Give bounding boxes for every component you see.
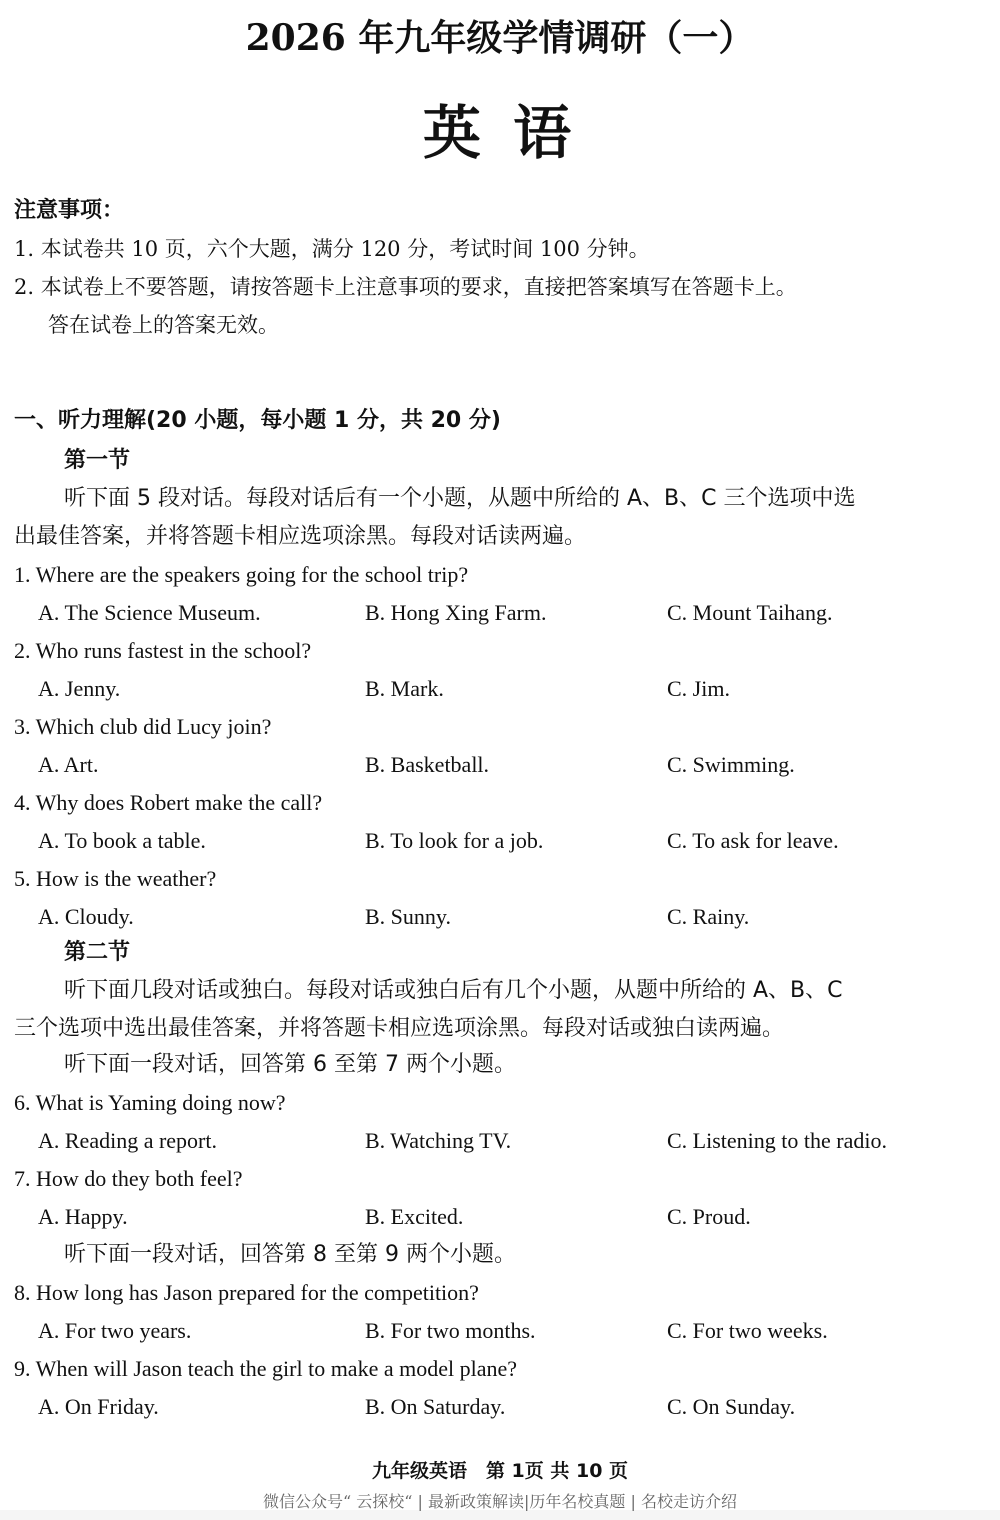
question-3-option-b: B. Basketball. [365,752,490,777]
question-5-option-b: B. Sunny. [365,904,451,929]
question-8-option-c: C. For two weeks. [667,1318,828,1343]
question-3: 3. Which club did Lucy join? [14,714,272,739]
question-9: 9. When will Jason teach the girl to make a model plane? [14,1356,517,1381]
question-6: 6. What is Yaming doing now? [14,1090,286,1115]
question-9-option-c: C. On Sunday. [667,1394,796,1419]
question-4-option-a: A. To book a table. [38,828,206,853]
question-1-option-c: C. Mount Taihang. [667,600,833,625]
question-5-option-a: A. Cloudy. [38,904,134,929]
question-6-option-b: B. Watching TV. [365,1128,512,1153]
question-1-option-a: A. The Science Museum. [38,600,261,625]
question-4-option-c: C. To ask for leave. [667,828,839,853]
question-7-option-c: C. Proud. [667,1204,751,1229]
exam-title: 2026 年九年级学情调研（一） [245,17,755,59]
question-2-option-b: B. Mark. [365,676,444,701]
question-8-option-a: A. For two years. [38,1318,192,1343]
question-3-option-c: C. Swimming. [667,752,795,777]
question-5-option-c: C. Rainy. [667,904,750,929]
question-1-option-b: B. Hong Xing Farm. [365,600,547,625]
watermark-banner: 微信公众号“ 云探校“ | 最新政策解读|历年名校真题 | 名校走访介绍 [263,1492,737,1511]
question-8: 8. How long has Jason prepared for the competition? [14,1280,479,1305]
part-2-heading: 第二节 [64,940,131,965]
question-6-option-c: C. Listening to the radio. [667,1128,887,1153]
question-2: 2. Who runs fastest in the school? [14,638,312,663]
question-7: 7. How do they both feel? [14,1166,243,1191]
question-8-option-b: B. For two months. [365,1318,536,1343]
notice-heading: 注意事项： [14,198,125,223]
notice-item-2-continued: 答在试卷上的答案无效。 [48,313,279,337]
dialog-intro-6-7: 听下面一段对话，回答第 6 至第 7 两个小题。 [64,1052,516,1077]
section-heading: 一、听力理解(20 小题，每小题 1 分，共 20 分) [14,408,501,433]
question-9-option-a: A. On Friday. [38,1394,159,1419]
notice-item-1: 1. 本试卷共 10 页，六个大题，满分 120 分，考试时间 100 分钟。 [14,237,650,261]
question-4: 4. Why does Robert make the call? [14,790,323,815]
part-1-heading: 第一节 [64,448,131,473]
notice-item-2: 2. 本试卷上不要答题，请按答题卡上注意事项的要求，直接把答案填写在答题卡上。 [14,275,797,299]
part-1-instructions-continued: 出最佳答案，并将答题卡相应选项涂黑。每段对话读两遍。 [14,524,587,549]
page-footer: 九年级英语 第 1页 共 10 页 [371,1460,629,1482]
part-2-instructions-continued: 三个选项中选出最佳答案，并将答题卡相应选项涂黑。每段对话或独白读两遍。 [14,1016,785,1041]
question-4-option-b: B. To look for a job. [365,828,544,853]
question-5: 5. How is the weather? [14,866,217,891]
question-2-option-c: C. Jim. [667,676,730,701]
question-9-option-b: B. On Saturday. [365,1394,506,1419]
subject-title: 英 语 [422,99,578,167]
question-2-option-a: A. Jenny. [38,676,121,701]
dialog-intro-8-9: 听下面一段对话，回答第 8 至第 9 两个小题。 [64,1242,516,1267]
question-7-option-b: B. Excited. [365,1204,464,1229]
question-1: 1. Where are the speakers going for the school trip? [14,562,469,587]
part-1-instructions: 听下面 5 段对话。每段对话后有一个小题，从题中所给的 A、B、C 三个选项中选 [64,486,856,511]
part-2-instructions: 听下面几段对话或独白。每段对话或独白后有几个小题，从题中所给的 A、B、C [64,978,843,1003]
question-7-option-a: A. Happy. [38,1204,128,1229]
question-6-option-a: A. Reading a report. [38,1128,217,1153]
question-3-option-a: A. Art. [38,752,99,777]
